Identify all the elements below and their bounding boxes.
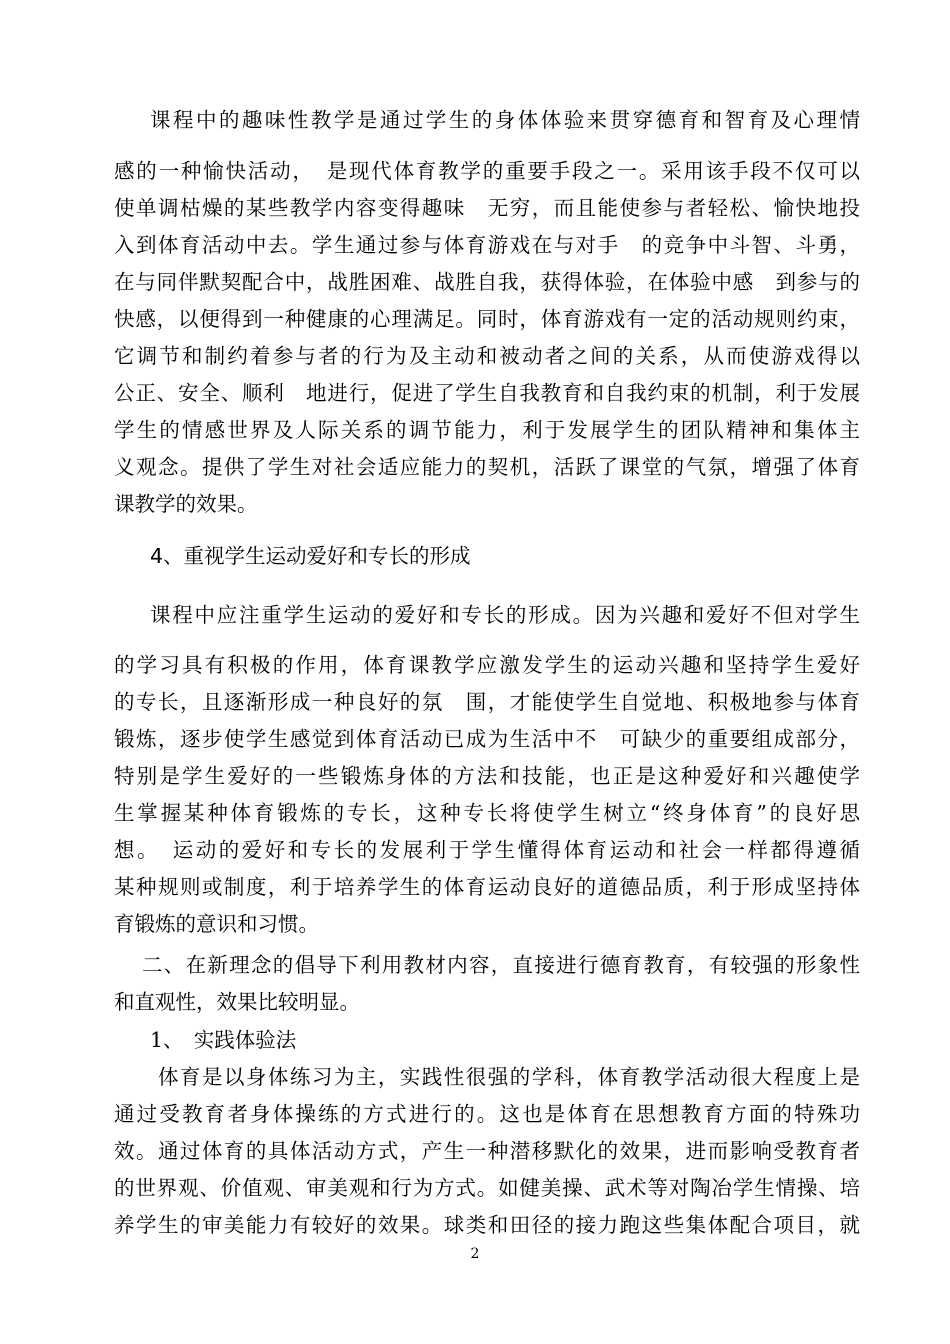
paragraph-1-line: 快感，以便得到一种健康的心理满足。同时，体育游戏有一定的活动规则约束，	[114, 307, 860, 331]
paragraph-2-line: 某种规则或制度，利于培养学生的体育运动良好的道德品质，利于形成坚持体	[114, 875, 860, 899]
paragraph-1-line: 它调节和制约着参与者的行为及主动和被动者之间的关系，从而使游戏得以	[114, 344, 860, 368]
paragraph-2-line: 课程中应注重学生运动的爱好和专长的形成。因为兴趣和爱好不但对学生	[150, 603, 860, 627]
paragraph-2-line: 的学习具有积极的作用，体育课教学应激发学生的运动兴趣和坚持学生爱好	[114, 653, 860, 677]
section-heading-1: 1、 实践体验法	[150, 1028, 297, 1052]
paragraph-1-line: 在与同伴默契配合中，战胜困难、战胜自我，获得体验，在体验中感 到参与的	[114, 270, 860, 294]
paragraph-1-line: 义观念。提供了学生对社会适应能力的契机，活跃了课堂的气氛，增强了体育	[114, 455, 860, 479]
paragraph-2-line: 特别是学生爱好的一些锻炼身体的方法和技能，也正是这种爱好和兴趣使学	[114, 764, 860, 788]
paragraph-4-line: 效。通过体育的具体活动方式，产生一种潜移默化的效果，进而影响受教育者	[114, 1139, 860, 1163]
paragraph-4-line: 体育是以身体练习为主，实践性很强的学科，体育教学活动很大程度上是	[158, 1065, 860, 1089]
paragraph-3-line: 和直观性，效果比较明显。	[114, 990, 360, 1014]
page-number: 2	[470, 1246, 480, 1262]
paragraph-4-line: 的世界观、价值观、审美观和行为方式。如健美操、武术等对陶冶学生情操、培	[114, 1176, 860, 1200]
paragraph-4-line: 养学生的审美能力有较好的效果。球类和田径的接力跑这些集体配合项目，就	[114, 1213, 860, 1237]
paragraph-1-line: 学生的情感世界及人际关系的调节能力，利于发展学生的团队精神和集体主	[114, 418, 860, 442]
paragraph-1-line: 感的一种愉快活动， 是现代体育教学的重要手段之一。采用该手段不仅可以	[114, 159, 860, 183]
paragraph-1-line: 公正、安全、顺利 地进行，促进了学生自我教育和自我约束的机制，利于发展	[114, 381, 860, 405]
paragraph-1-line: 入到体育活动中去。学生通过参与体育游戏在与对手 的竞争中斗智、斗勇，	[114, 233, 860, 257]
paragraph-1-line: 课程中的趣味性教学是通过学生的身体体验来贯穿德育和智育及心理情	[150, 108, 860, 132]
paragraph-2-line: 想。 运动的爱好和专长的发展利于学生懂得体育运动和社会一样都得遵循	[114, 838, 860, 862]
paragraph-1-line: 课教学的效果。	[114, 492, 258, 516]
section-heading-4: 4、重视学生运动爱好和专长的形成	[150, 544, 471, 568]
paragraph-2-line: 的专长，且逐渐形成一种良好的氛 围，才能使学生自觉地、积极地参与体育	[114, 690, 860, 714]
paragraph-2-line: 生掌握某种体育锻炼的专长，这种专长将使学生树立“终身体育”的良好思	[114, 801, 860, 825]
paragraph-1-line: 使单调枯燥的某些教学内容变得趣味 无穷，而且能使参与者轻松、愉快地投	[114, 196, 860, 220]
paragraph-2-line: 育锻炼的意识和习惯。	[114, 912, 319, 936]
paragraph-3-line: 二、在新理念的倡导下利用教材内容，直接进行德育教育，有较强的形象性	[142, 953, 860, 977]
paragraph-2-line: 锻炼，逐步使学生感觉到体育活动已成为生活中不 可缺少的重要组成部分，	[114, 727, 860, 751]
paragraph-4-line: 通过受教育者身体操练的方式进行的。这也是体育在思想教育方面的特殊功	[114, 1102, 860, 1126]
